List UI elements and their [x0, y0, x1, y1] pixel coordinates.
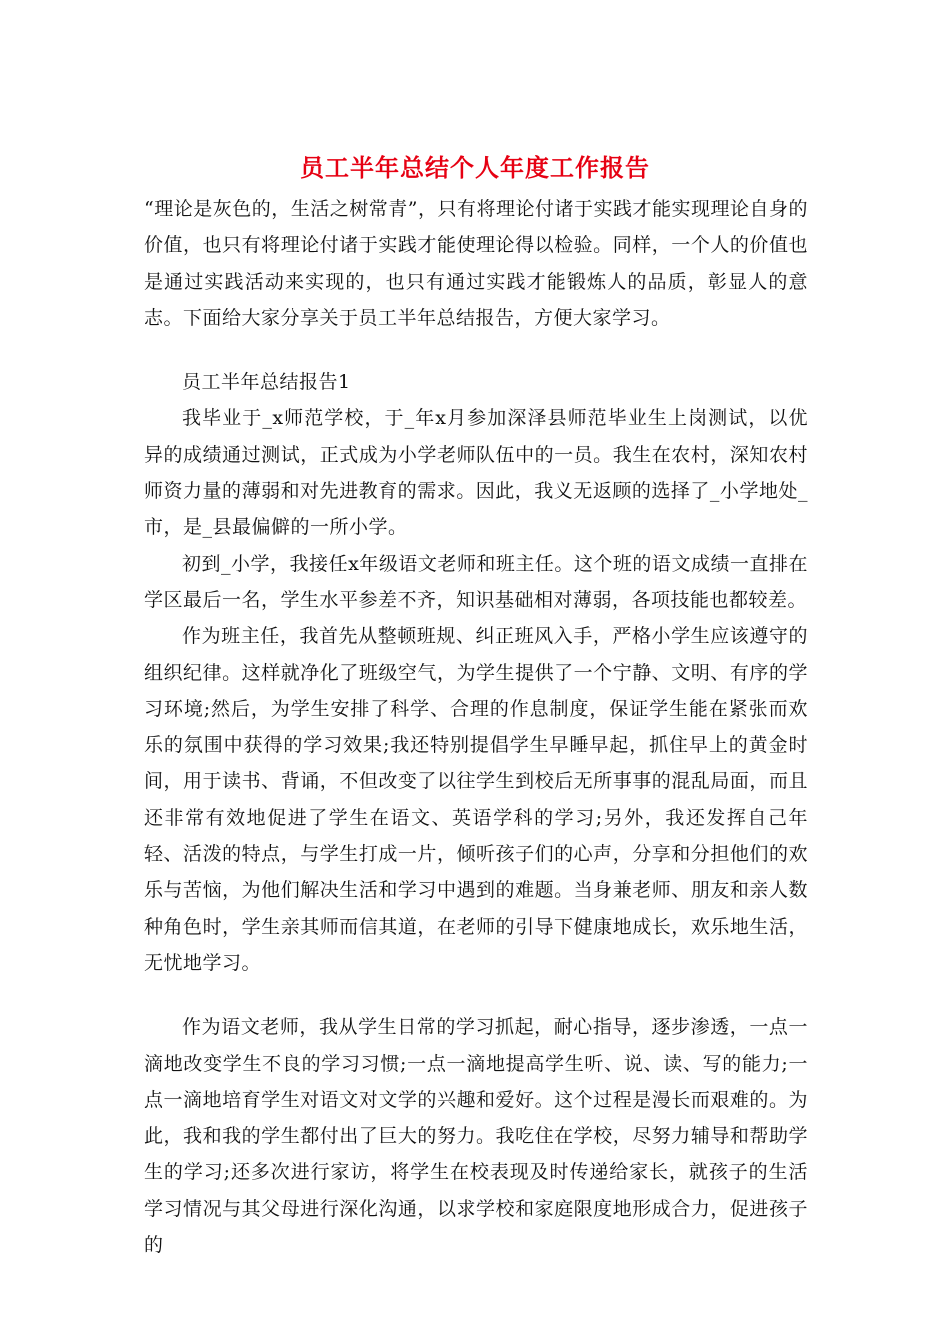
- intro-paragraph: “理论是灰色的，生活之树常青”，只有将理论付诸于实践才能实现理论自身的价值，也只有将理论付诸于实践才能使理论得以检验。同样，一个人的价值也是通过实践活动来实现的，也只有通过实践才能锻炼人的品质，彰显人的意志。下面给大家分享关于员工半年总结报告，方便大家学习。: [144, 198, 808, 329]
- body-paragraph: 初到_小学，我接任x年级语文老师和班主任。这个班的语文成绩一直排在学区最后一名，学生水平参差不齐，知识基础相对薄弱，各项技能也都较差。: [144, 552, 808, 611]
- section-heading: 员工半年总结报告1: [182, 371, 351, 394]
- body-paragraph: 我毕业于_x师范学校，于_年x月参加深泽县师范毕业生上岗测试，以优异的成绩通过测试，正式成为小学老师队伍中的一员。我生在农村，深知农村师资力量的薄弱和对先进教育的需求。因此，我义无返顾的选择了_小学地处_市，是_县最偏僻的一所小学。: [144, 407, 808, 539]
- document-title: 员工半年总结个人年度工作报告: [300, 153, 650, 182]
- body-paragraph: 作为语文老师，我从学生日常的学习抓起，耐心指导，逐步渗透，一点一滴地改变学生不良的学习习惯;一点一滴地提高学生听、说、读、写的能力;一点一滴地培育学生对语文对文学的兴趣和爱好。这个过程是漫长而艰难的。为此，我和我的学生都付出了巨大的努力。我吃住在学校，尽努力辅导和帮助学生的学习;还多次进行家访，将学生在校表现及时传递给家长，就孩子的生活学习情况与其父母进行深化沟通，以求学校和家庭限度地形成合力，促进孩子的: [144, 1016, 808, 1257]
- body-paragraph: 作为班主任，我首先从整顿班规、纠正班风入手，严格小学生应该遵守的组织纪律。这样就净化了班级空气，为学生提供了一个宁静、文明、有序的学习环境;然后，为学生安排了科学、合理的作息制度，保证学生能在紧张而欢乐的氛围中获得的学习效果;我还特别提倡学生早睡早起，抓住早上的黄金时间，用于读书、背诵，不但改变了以往学生到校后无所事事的混乱局面，而且还非常有效地促进了学生在语文、英语学科的学习;另外，我还发挥自己年轻、活泼的特点，与学生打成一片，倾听孩子们的心声，分享和分担他们的欢乐与苦恼，为他们解决生活和学习中遇到的难题。当身兼老师、朋友和亲人数种角色时，学生亲其师而信其道，在老师的引导下健康地成长，欢乐地生活，无忧地学习。: [144, 625, 808, 974]
- document-body: [144, 191, 808, 1263]
